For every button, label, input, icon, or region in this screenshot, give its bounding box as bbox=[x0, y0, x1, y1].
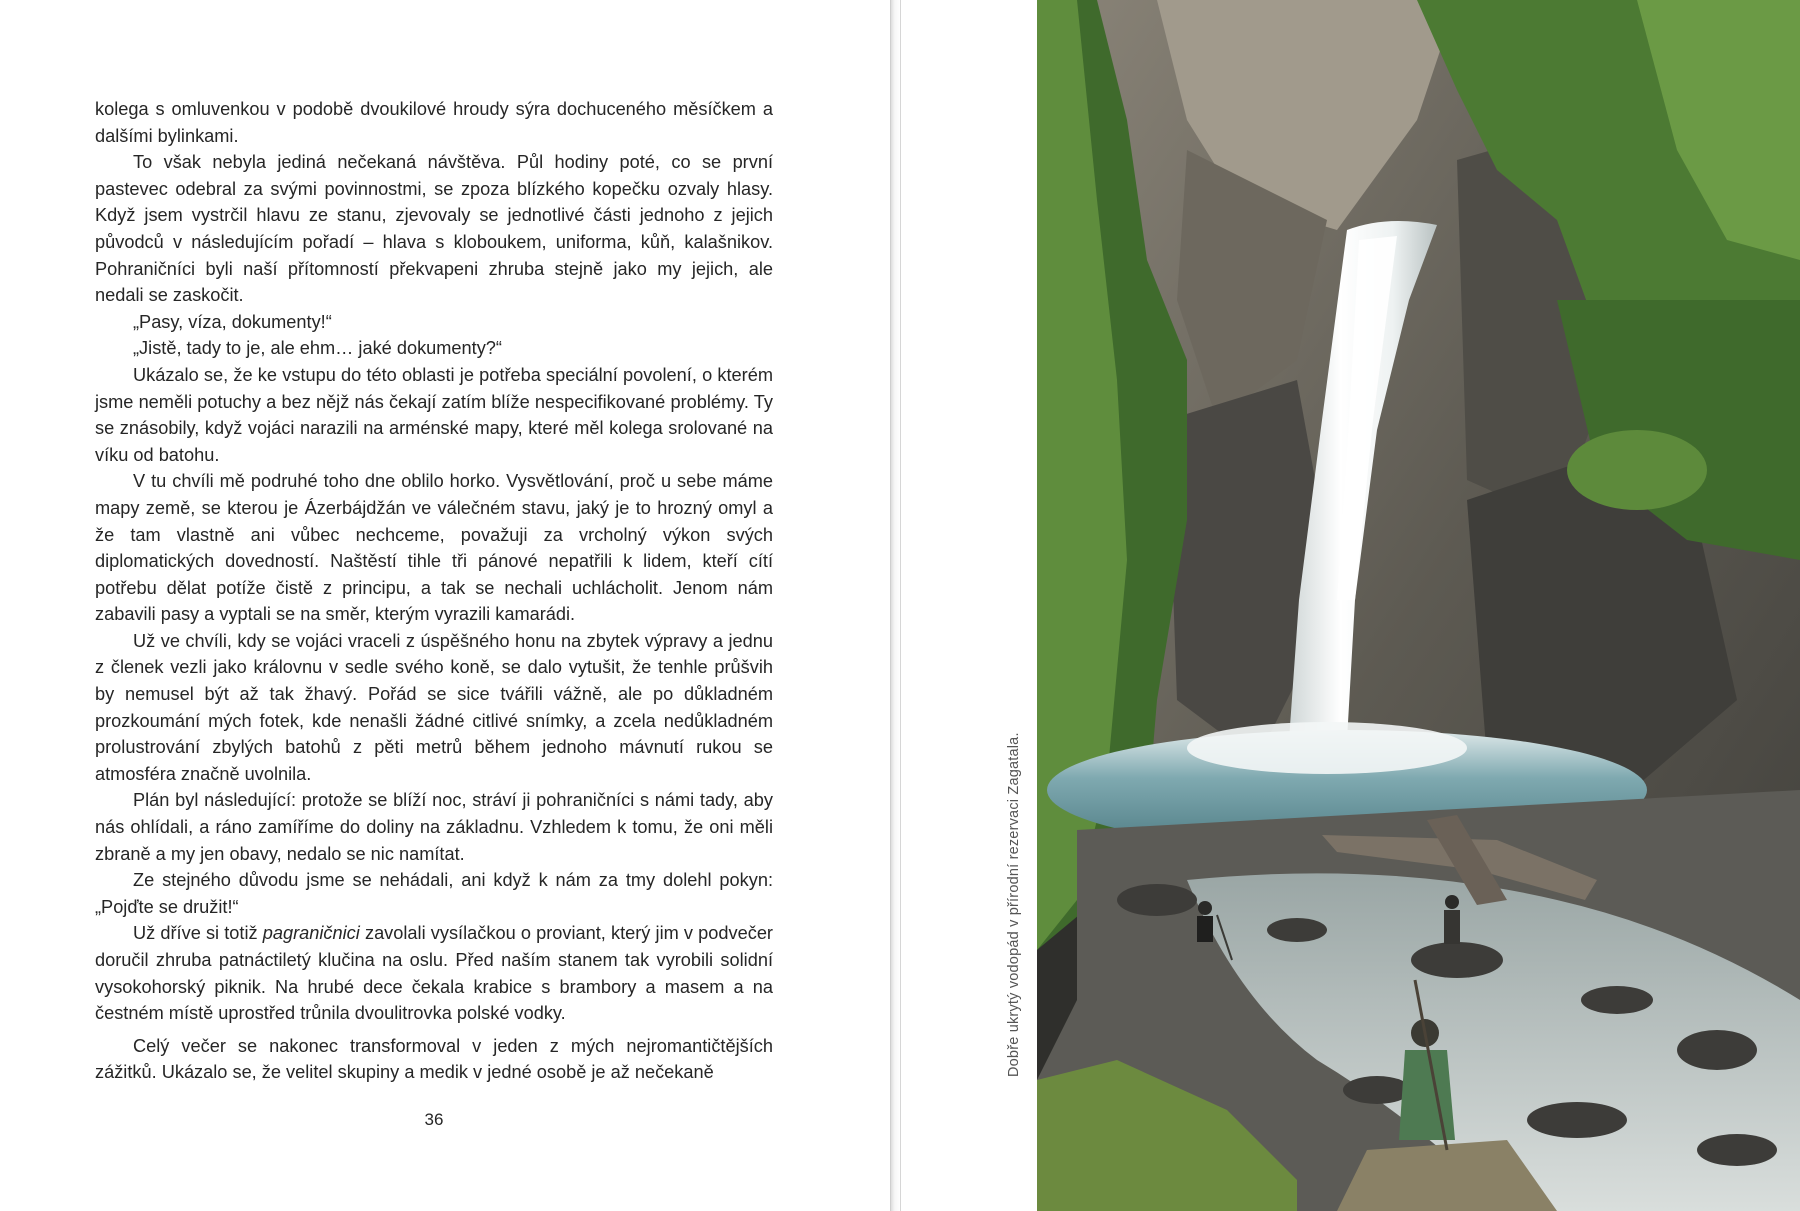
paragraph: Plán byl následující: protože se blíží noc, stráví ji pohraničníci s námi tady, aby nás ohlídali, a ráno zamíříme do doliny na základnu. Vzhledem k tomu, že oni měli zbraně a my jen obavy, nedalo se nic namítat. bbox=[95, 790, 773, 864]
photo-caption: Dobře ukrytý vodopád v přírodní rezervaci Zagatala. bbox=[1006, 732, 1022, 1077]
paragraph: Už ve chvíli, kdy se vojáci vraceli z úspěšného honu na zbytek výpravy a jednu z členek vezli jako královnu v sedle svého koně, se dalo vytušit, že tenhle průšvih by nemusel být až tak žhavý. Pořád se sice tvářili vážně, ale po důkladném prozkoumání mých fotek, kde nenašli žádné citlivé snímky, a zcela nedůkladném prolustrování zbylých batohů z pěti metrů během jednoho mávnutí rukou se atmosféra značně uvolnila. bbox=[95, 630, 773, 784]
waterfall-photo bbox=[1037, 0, 1800, 1211]
paragraph: V tu chvíli mě podruhé toho dne oblilo horko. Vysvětlování, proč u sebe máme mapy země, se kterou je Ázerbájdžán ve válečném stavu, jaký je to hrozný omyl a že tam vlastně ani vůbec nechceme, považuji za vrcholný výkon svých diplomatických dovedností. Naštěstí tihle tři pánové nepatřili k lidem, kteří cítí potřebu dělat potíže čistě z principu, a tak se nechali uchlácholit. Jenom nám zabavili pasy a vyptali se na směr, kterým vyrazili kamarádi. bbox=[95, 471, 773, 625]
book-gutter bbox=[891, 0, 900, 1211]
body-text bbox=[95, 96, 773, 1086]
paragraph: Celý večer se nakonec transformoval v jeden z mých nejromantičtějších zážitků. Ukázalo se, že velitel skupiny a medik v jedné osobě je až nečekaně bbox=[95, 1035, 773, 1083]
waterfall-illustration bbox=[1037, 0, 1800, 1211]
left-page bbox=[0, 0, 891, 1211]
page-number: 36 bbox=[424, 1110, 444, 1129]
dialogue-line: „Pasy, víza, dokumenty!“ bbox=[133, 311, 332, 332]
paragraph: kolega s omluvenkou v podobě dvoukilové hroudy sýra dochuceného měsíčkem a dalšími bylinkami. bbox=[95, 99, 773, 146]
paragraph: Ukázalo se, že ke vstupu do této oblasti je potřeba speciální povolení, o kterém jsme neměli potuchy a bez nějž nás čekají zatím blíže nespecifikované problémy. Ty se znásobily, když vojáci narazili na arménské mapy, které měl kolega srolované na víku od batohu. bbox=[95, 364, 773, 465]
italic-term: pagraničnici bbox=[262, 923, 360, 944]
paragraph-rest: zavolali vysílačkou o proviant, který jim v podvečer doručil zhruba patnáctiletý klučina na oslu. Před naším stanem tak vyrobili solidní vysokohorský piknik. Na hrubé dece čekala krabice s brambory a masem a na čestném místě uprostřed trůnila dvoulitrovka polské vodky. bbox=[95, 923, 773, 1024]
paragraph: Ze stejného důvodu jsme se nehádali, ani když k nám za tmy dolehl pokyn: „Pojďte se družit!“ bbox=[95, 870, 773, 917]
paragraph bbox=[95, 920, 773, 1026]
paragraph: To však nebyla jediná nečekaná návštěva. Půl hodiny poté, co se první pastevec odebral za svými povinnostmi, se zpoza blízkého kopečku ozvaly hlasy. Když jsem vystrčil hlavu ze stanu, zjevovaly se jednotlivé části jednoho z jejich původců v následujícím pořadí – hlava s kloboukem, uniforma, kůň, kalašnikov. Pohraničníci byli naší přítomností překvapeni zhruba stejně jako my jejich, ale nedali se zaskočit. bbox=[95, 152, 773, 306]
dialogue-line: „Jistě, tady to je, ale ehm… jaké dokumenty?“ bbox=[133, 338, 502, 359]
paragraph-start: Už dříve si totiž bbox=[133, 923, 258, 944]
